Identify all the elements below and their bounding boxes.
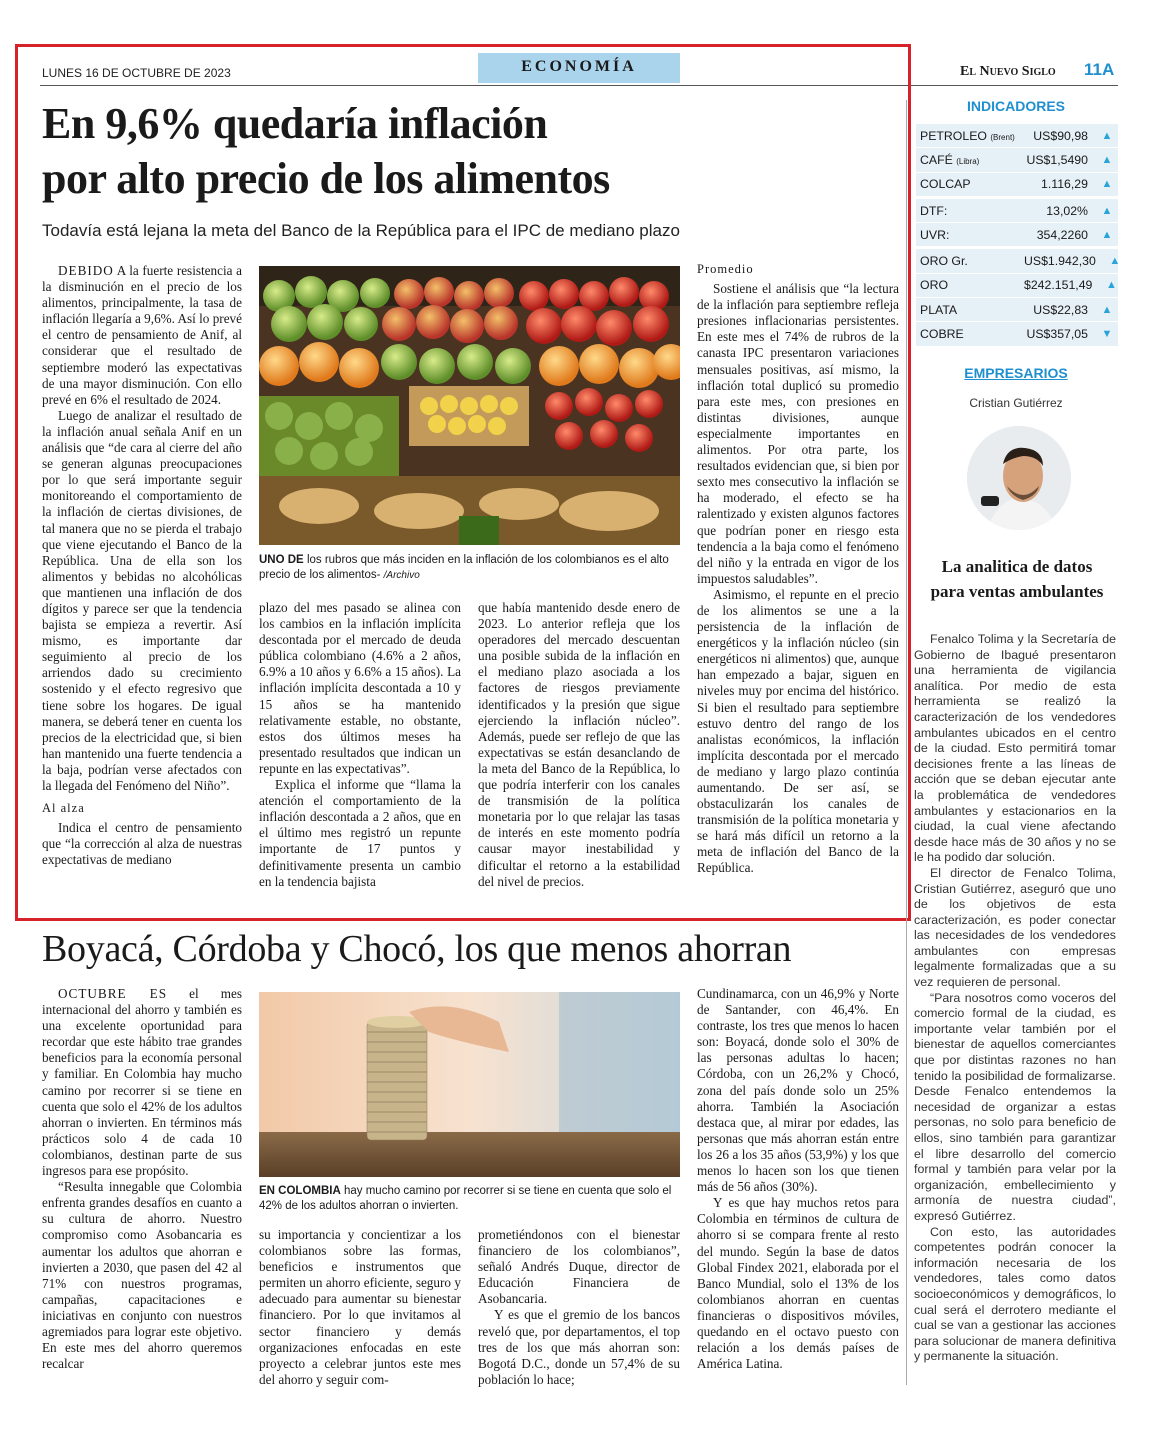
subhead-promedio: Promedio <box>697 262 754 276</box>
indicator-name <box>916 327 1024 341</box>
article1-c3p1: que había mantenido desde enero de 2023. Lo anterior refleja que los operadores del mercado descuentan una posible subida de la inflación en el mediano plazo asociada a los factores de riesgos previamente identificados y la presión que sigue ejerciendo la inflación núcleo”. Además, puede ser reflejo de que las expectativas se están desanclando de la meta del Banco de la República, lo que podría interferir con los canales de transmisión de la política monetaria por lo que relajar las tasas de interés en este momento podría causar mayor inestabilidad y dificultar el retorno a la estabilidad del nivel de precios. <box>478 600 680 889</box>
indicator-label: COBRE <box>920 327 964 342</box>
article1-p1: A la fuerte resistencia a la disminución en el precio de los alimentos, principalmente, la tasa de inflación llegaría a 9,6%. Así lo prevé el centro de pensamiento de Anif, al considerar que el resultado de septiembre moderó las expectativas de una mayor disminución. Con ello prevé en 6% el resultado de 2024. <box>42 263 242 407</box>
caption2-lead: EN COLOMBIA <box>259 1185 341 1197</box>
sidebar-p2: El director de Fenalco Tolima, Cristian Gutiérrez, aseguró que uno de los objetivos de esta caracterización, es poder conectar las necesidades de los vendedores ambulantes con empresas legalmente formalizadas que a su vez requieren de personal. <box>914 865 1116 990</box>
arrow-up-icon: ▲ <box>1101 228 1113 241</box>
indicator-row <box>916 199 1118 223</box>
sidebar-body <box>914 632 1116 1365</box>
indicator-value: $242.151,49 <box>1024 278 1093 293</box>
section-label: ECONOMÍA <box>521 58 637 75</box>
indicator-row <box>916 173 1118 199</box>
article1-p2: Luego de analizar el resultado de la inflación anual señala Anif en un análisis que “de cara al cierre del año se generan algunas preocupaciones por lo que será importante seguir monitoreando el comportamiento de la inflación de ciertas divisiones, de tal manera que no se pierda el trabajo que viene ejecutando el Banco de la República. Una de ella son los alimentos y bebidas no alcohólicas que mantienen una inflación de dos dígitos y parece ser que la tendencia bajista se empieza a revertir. Así mismo, es importante dar seguimiento al precio de los arriendos dado su crecimiento sostenido y el efecto regresivo que tiene sobre los hogares. De igual manera, se deberá tener en cuenta los precios de la electricidad que, si bien han mantenido una fuerte tendencia a la baja, podrían verse afectados con la llegada del Fenómeno del Niño”. <box>42 407 242 793</box>
subhead-al-alza: Al alza <box>42 801 85 816</box>
indicator-name <box>916 153 1024 167</box>
indicator-label: PETROLEO <box>920 128 987 143</box>
indicator-row <box>916 322 1118 346</box>
caption-credit: /Archivo <box>383 569 420 581</box>
indicator-note: (Libra) <box>956 156 980 166</box>
photo1-caption <box>259 553 679 583</box>
article2-p2: “Resulta innegable que Colombia enfrenta grandes desafíos en cuanto a su cultura de ahorro. Nuestro compromiso como Asobancaria es aumentar los adultos que ahorran e invierten a 2030, que pasen del 42 al 71% con nuestros programas, campañas, capacitaciones e iniciativas en conjunto con nuestros agremiados para lograr este objetivo. En este mes del ahorro queremos recalcar <box>42 1179 242 1372</box>
arrow-up-icon: ▲ <box>1109 255 1121 268</box>
article1-col3 <box>478 600 680 890</box>
arrow-up-icon: ▲ <box>1101 303 1113 316</box>
headline-line1: En 9,6% quedaría inflación <box>42 99 548 148</box>
page-number: 11A <box>1084 60 1115 79</box>
indicator-value: US$90,98 <box>1033 128 1088 143</box>
article1-c2p2: Explica el informe que “llama la atención el comportamiento de la inflación descontada a 2 años, que en el último mes registró un repunte importante de 17 puntos y definitivamente presenta un cambio en la tendencia bajista <box>259 777 461 889</box>
article2-col4 <box>697 986 899 1372</box>
article2-c3p1: prometiéndonos con el bienestar financiero de los colombianos”, señaló Andrés Duque, director de Educación Financiera de Asobancaria. <box>478 1227 680 1307</box>
empresarios-label: EMPRESARIOS <box>964 365 1068 381</box>
lead-word-2: OCTUBRE ES <box>58 986 168 1001</box>
indicator-label: ORO <box>920 278 949 293</box>
arrow-up-icon: ▲ <box>1101 204 1113 217</box>
sidebar-divider <box>906 100 907 1385</box>
indicator-label: UVR: <box>920 227 950 242</box>
indicator-name <box>916 278 1024 292</box>
article1-col2 <box>259 600 461 890</box>
indicator-row <box>916 148 1118 172</box>
article2-col1 <box>42 986 242 1372</box>
article2-headline: Boyacá, Córdoba y Chocó, los que menos ahorran <box>42 928 792 970</box>
article2-c4p1: Cundinamarca, con un 46,9% y Norte de Santander, con 46,4%. En contraste, los tres que menos lo hacen son: Boyacá, donde solo el 30% de las personas adultas lo hacen; Córdoba, con un 26,2% y Chocó, zona del país donde solo un 25% ahorra. También la Asociación destaca que, al mirar por edades, las personas que más ahorran están entre los 26 a los 35 años (53,9%) y los que menos lo hacen son los que tienen más de 56 años (30%). <box>697 986 899 1195</box>
caption-lead: UNO DE <box>259 554 304 566</box>
article1-c4p1: Sostiene el análisis que “la lectura de la inflación para septiembre refleja presiones inflacionarias persistentes. En este mes el 74% de rubros de la canasta IPC presentaron variaciones mensuales positivas, así mismo, la inflación total duplicó su promedio para este mes, con presiones en distintas divisiones, aunque especialmente importantes en alimentos. Por otra parte, los resultados evidencian que, si bien por sexto mes consecutivo la inflación se ha moderado, el efecto se ha ralentizado y existen algunos factores que podrían poner en riesgo esta tendencia a la baja como el fenómeno del niño y la entrada en vigor de los impuestos saludables”. <box>697 281 899 586</box>
sidebar-p3: “Para nosotros como voceros del comercio formal de la ciudad, es importante velar también por el bienestar de aquellos comerciantes que por distintas razones no han tenido la posibilidad de formalizarse. Desde Fenalco entendemos la necesidad de organizar a estas personas, no solo para beneficio de ellos, sino también para garantizar el libre desarrollo del comercio formal y también para velar por la organización, embellecimiento y armonía de nuestra ciudad”, expresó Gutiérrez. <box>914 990 1116 1223</box>
sidebar-headline: La analitica de datos para ventas ambulantes <box>930 557 1104 601</box>
indicator-row <box>916 274 1118 298</box>
article1-col1 <box>42 263 242 868</box>
indicator-row <box>916 124 1118 148</box>
indicator-row <box>916 223 1118 249</box>
indicator-name <box>916 177 1024 191</box>
indicator-name <box>916 129 1024 143</box>
article1-c2p1: plazo del mes pasado se alinea con los cambios en la inflación implícita descontada por el mercado de deuda pública colombiano (4.6% a 2 años, 6.9% a 10 años y 6.6% a 15 años). La inflación implícita descontada a 10 y 15 años se ha mantenido relativamente estable, no obstante, estos dos últimos meses ha presentado resultados que indican un repunte en las expectativas”. <box>259 600 461 776</box>
arrow-down-icon: ▼ <box>1101 328 1113 341</box>
indicator-value: US$1,5490 <box>1026 152 1088 167</box>
article1-col4 <box>697 259 899 877</box>
article2-c4p2: Y es que hay muchos retos para Colombia en términos de cultura de ahorro si se compara frente al resto del mundo. Según la base de datos Global Findex 2021, elaborada por el Banco Mundial, solo el 13% de los colombianos ahorran en cuentas financieras o dispositivos móviles, quedando en el octavo puesto con relación a los demás países de América Latina. <box>697 1195 899 1372</box>
article1-headline <box>42 96 610 206</box>
indicator-note: (Brent) <box>990 132 1015 142</box>
lead-word: DEBIDO <box>58 263 114 278</box>
indicator-row <box>916 298 1118 322</box>
indicator-value: US$357,05 <box>1026 327 1088 342</box>
arrow-up-icon: ▲ <box>1101 129 1113 142</box>
headline-line2: por alto precio de los alimentos <box>42 154 610 203</box>
caption-text: los rubros que más inciden en la inflación de los colombianos es el alto precio de los alimentos- <box>259 554 669 581</box>
food-market-photo <box>259 266 680 545</box>
sidebar-p1: Fenalco Tolima y la Secretaría de Gobierno de Ibagué presentaron una herramienta de vigilancia analítica. Por medio de esta herramienta se realizó la caracterización de los vendedores ambulantes ubicados en el centro de la ciudad. Esto permitirá tomar decisiones frente a las líneas de acción que se deban ejecutar ante la problemática de vendedores ambulantes y estacionarios en la ciudad, la cual viene afectando desde hace más de 30 años y no se le ha podido dar solución. <box>914 632 1116 865</box>
indicator-value: 13,02% <box>1046 203 1088 218</box>
indicator-value: US$22,83 <box>1033 302 1088 317</box>
indicator-label: COLCAP <box>920 177 971 192</box>
article1-c4p2: Asimismo, el repunte en el precio de los alimentos se une a la persistencia de la inflación de energéticos y la inflación núcleo (sin energéticos ni alimentos) que, aunque han empezado a bajar, siguen en niveles muy por encima del histórico. Si bien el resultado para septiembre estuvo dentro del rango de los analistas económicos, la inflación implícita descontada por el mercado de mediano y largo plazo continúa aumentando. De ser así, se obstaculizarán los canales de transmisión de la política monetaria y se hará más difícil un retorno a la meta de inflación del Banco de la República. <box>697 586 899 876</box>
indicator-name <box>916 228 1024 242</box>
sidebar-byline: Cristian Gutiérrez <box>969 396 1063 410</box>
coins-photo <box>259 992 680 1177</box>
indicator-label: ORO Gr. <box>920 254 968 269</box>
arrow-up-icon: ▲ <box>1105 279 1117 292</box>
newspaper-name: El Nuevo Siglo <box>960 64 1056 79</box>
indicator-label: CAFÉ <box>920 152 953 167</box>
indicator-label: PLATA <box>920 302 958 317</box>
indicators-title: INDICADORES <box>966 98 1065 114</box>
article1-subtitle: Todavía está lejana la meta del Banco de la República para el IPC de mediano plazo <box>42 221 680 240</box>
indicator-label: DTF: <box>920 203 948 218</box>
header-date: LUNES 16 DE OCTUBRE DE 2023 <box>42 66 231 80</box>
article2-col3 <box>478 1227 680 1388</box>
arrow-up-icon: ▲ <box>1101 178 1113 191</box>
indicator-name <box>916 254 1024 268</box>
indicator-name <box>916 303 1024 317</box>
indicators-table <box>916 124 1121 347</box>
article1-p3: Indica el centro de pensamiento que “la corrección al alza de nuestras expectativas de mediano <box>42 820 242 868</box>
article2-c3p2: Y es que el gremio de los bancos reveló que, por departamentos, el top tres de los que más ahorran son: Bogotá D.C., donde un 57,4% de su población lo hace; <box>478 1307 680 1387</box>
article2-c2p1: su importancia y concientizar a los colombianos sobre las formas, beneficios e instrumentos que permiten un ahorro eficiente, seguro y adecuado para aumentar su bienestar financiero. Por lo que invitamos al sector financiero y demás organizaciones enfocadas en este proyecto a celebrar juntos este mes del ahorro y seguir com- <box>259 1227 461 1387</box>
indicator-row <box>916 249 1121 273</box>
author-photo <box>967 426 1071 530</box>
indicator-value: US$1.942,30 <box>1024 254 1096 269</box>
indicator-name <box>916 204 1024 218</box>
caption2-text: hay mucho camino por recorrer si se tiene en cuenta que solo el 42% de los adultos ahorran o invierten. <box>259 1185 672 1212</box>
indicator-value: 354,2260 <box>1036 227 1088 242</box>
arrow-up-icon: ▲ <box>1101 153 1113 166</box>
photo2-caption <box>259 1184 679 1213</box>
sidebar-p4: Con esto, las autoridades competentes podrán conocer la información necesaria de los vendedores, tales como datos socioeconómicos y demográficos, lo cual será el derrotero mediante el cual se van a gestionar las acciones para solucionar de manera definitiva y permanente la situación. <box>914 1224 1116 1364</box>
article2-p1: el mes internacional del ahorro y también es una excelente oportunidad para recordar que este hábito trae grandes beneficios para la economía personal y familiar. En Colombia hay mucho camino por recorrer si se tiene en cuenta que solo el 42% de los adultos ahorran o invierten. En términos más prácticos solo 4 de cada 10 colombianos, destinan parte de sus ingresos para ese propósito. <box>42 986 243 1179</box>
article2-col2 <box>259 1227 461 1388</box>
indicator-value: 1.116,29 <box>1041 177 1088 192</box>
